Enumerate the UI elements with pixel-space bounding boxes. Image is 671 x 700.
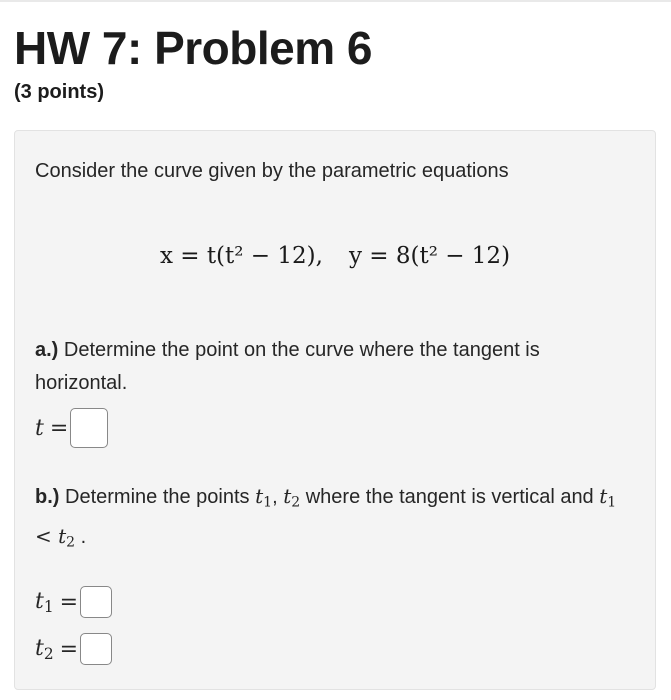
part-b-answer-row-t2 xyxy=(35,629,112,669)
t1-symbol: $t_1$ xyxy=(255,484,273,511)
answer-t2-equals: = xyxy=(59,636,79,662)
part-a-label: a.) xyxy=(35,339,59,361)
part-b-label: b.) xyxy=(35,486,60,508)
answer-t1-variable: $t_1$ xyxy=(35,588,54,616)
problem-intro: Consider the curve given by the parametric equations xyxy=(35,160,509,182)
answer-t1-input[interactable] xyxy=(80,586,112,618)
equation-y: y = 8(t² − 12) xyxy=(348,243,511,269)
problem-card xyxy=(14,130,656,690)
period: . xyxy=(80,525,87,548)
t2-symbol: $t_2$ xyxy=(283,484,301,511)
part-b-question xyxy=(35,480,635,559)
part-b-text-2: where the tangent is vertical and xyxy=(305,486,594,508)
parametric-equations xyxy=(15,243,655,269)
answer-t1-equals: = xyxy=(59,589,79,615)
part-b-text-1: Determine the points xyxy=(65,486,250,508)
part-a-text: Determine the point on the curve where the tangent is horizontal. xyxy=(35,339,540,394)
answer-t2-input[interactable] xyxy=(80,633,112,665)
comma: , xyxy=(272,486,278,508)
part-a-question xyxy=(35,334,635,400)
answer-a-equals: = xyxy=(49,415,69,441)
part-b-answer-row-t1 xyxy=(35,582,112,622)
equation-x: x = t(t² − 12), xyxy=(159,243,323,269)
answer-t2-variable: $t_2$ xyxy=(35,635,54,663)
t1-lt-t2: $t_1 < t_2$ xyxy=(35,484,617,550)
points-label: (3 points) xyxy=(14,81,104,103)
answer-a-variable: t xyxy=(35,415,44,441)
answer-t-input[interactable] xyxy=(70,408,108,448)
top-divider xyxy=(0,0,671,2)
page-title: HW 7: Problem 6 xyxy=(14,22,373,74)
part-a-answer-row xyxy=(35,408,108,448)
